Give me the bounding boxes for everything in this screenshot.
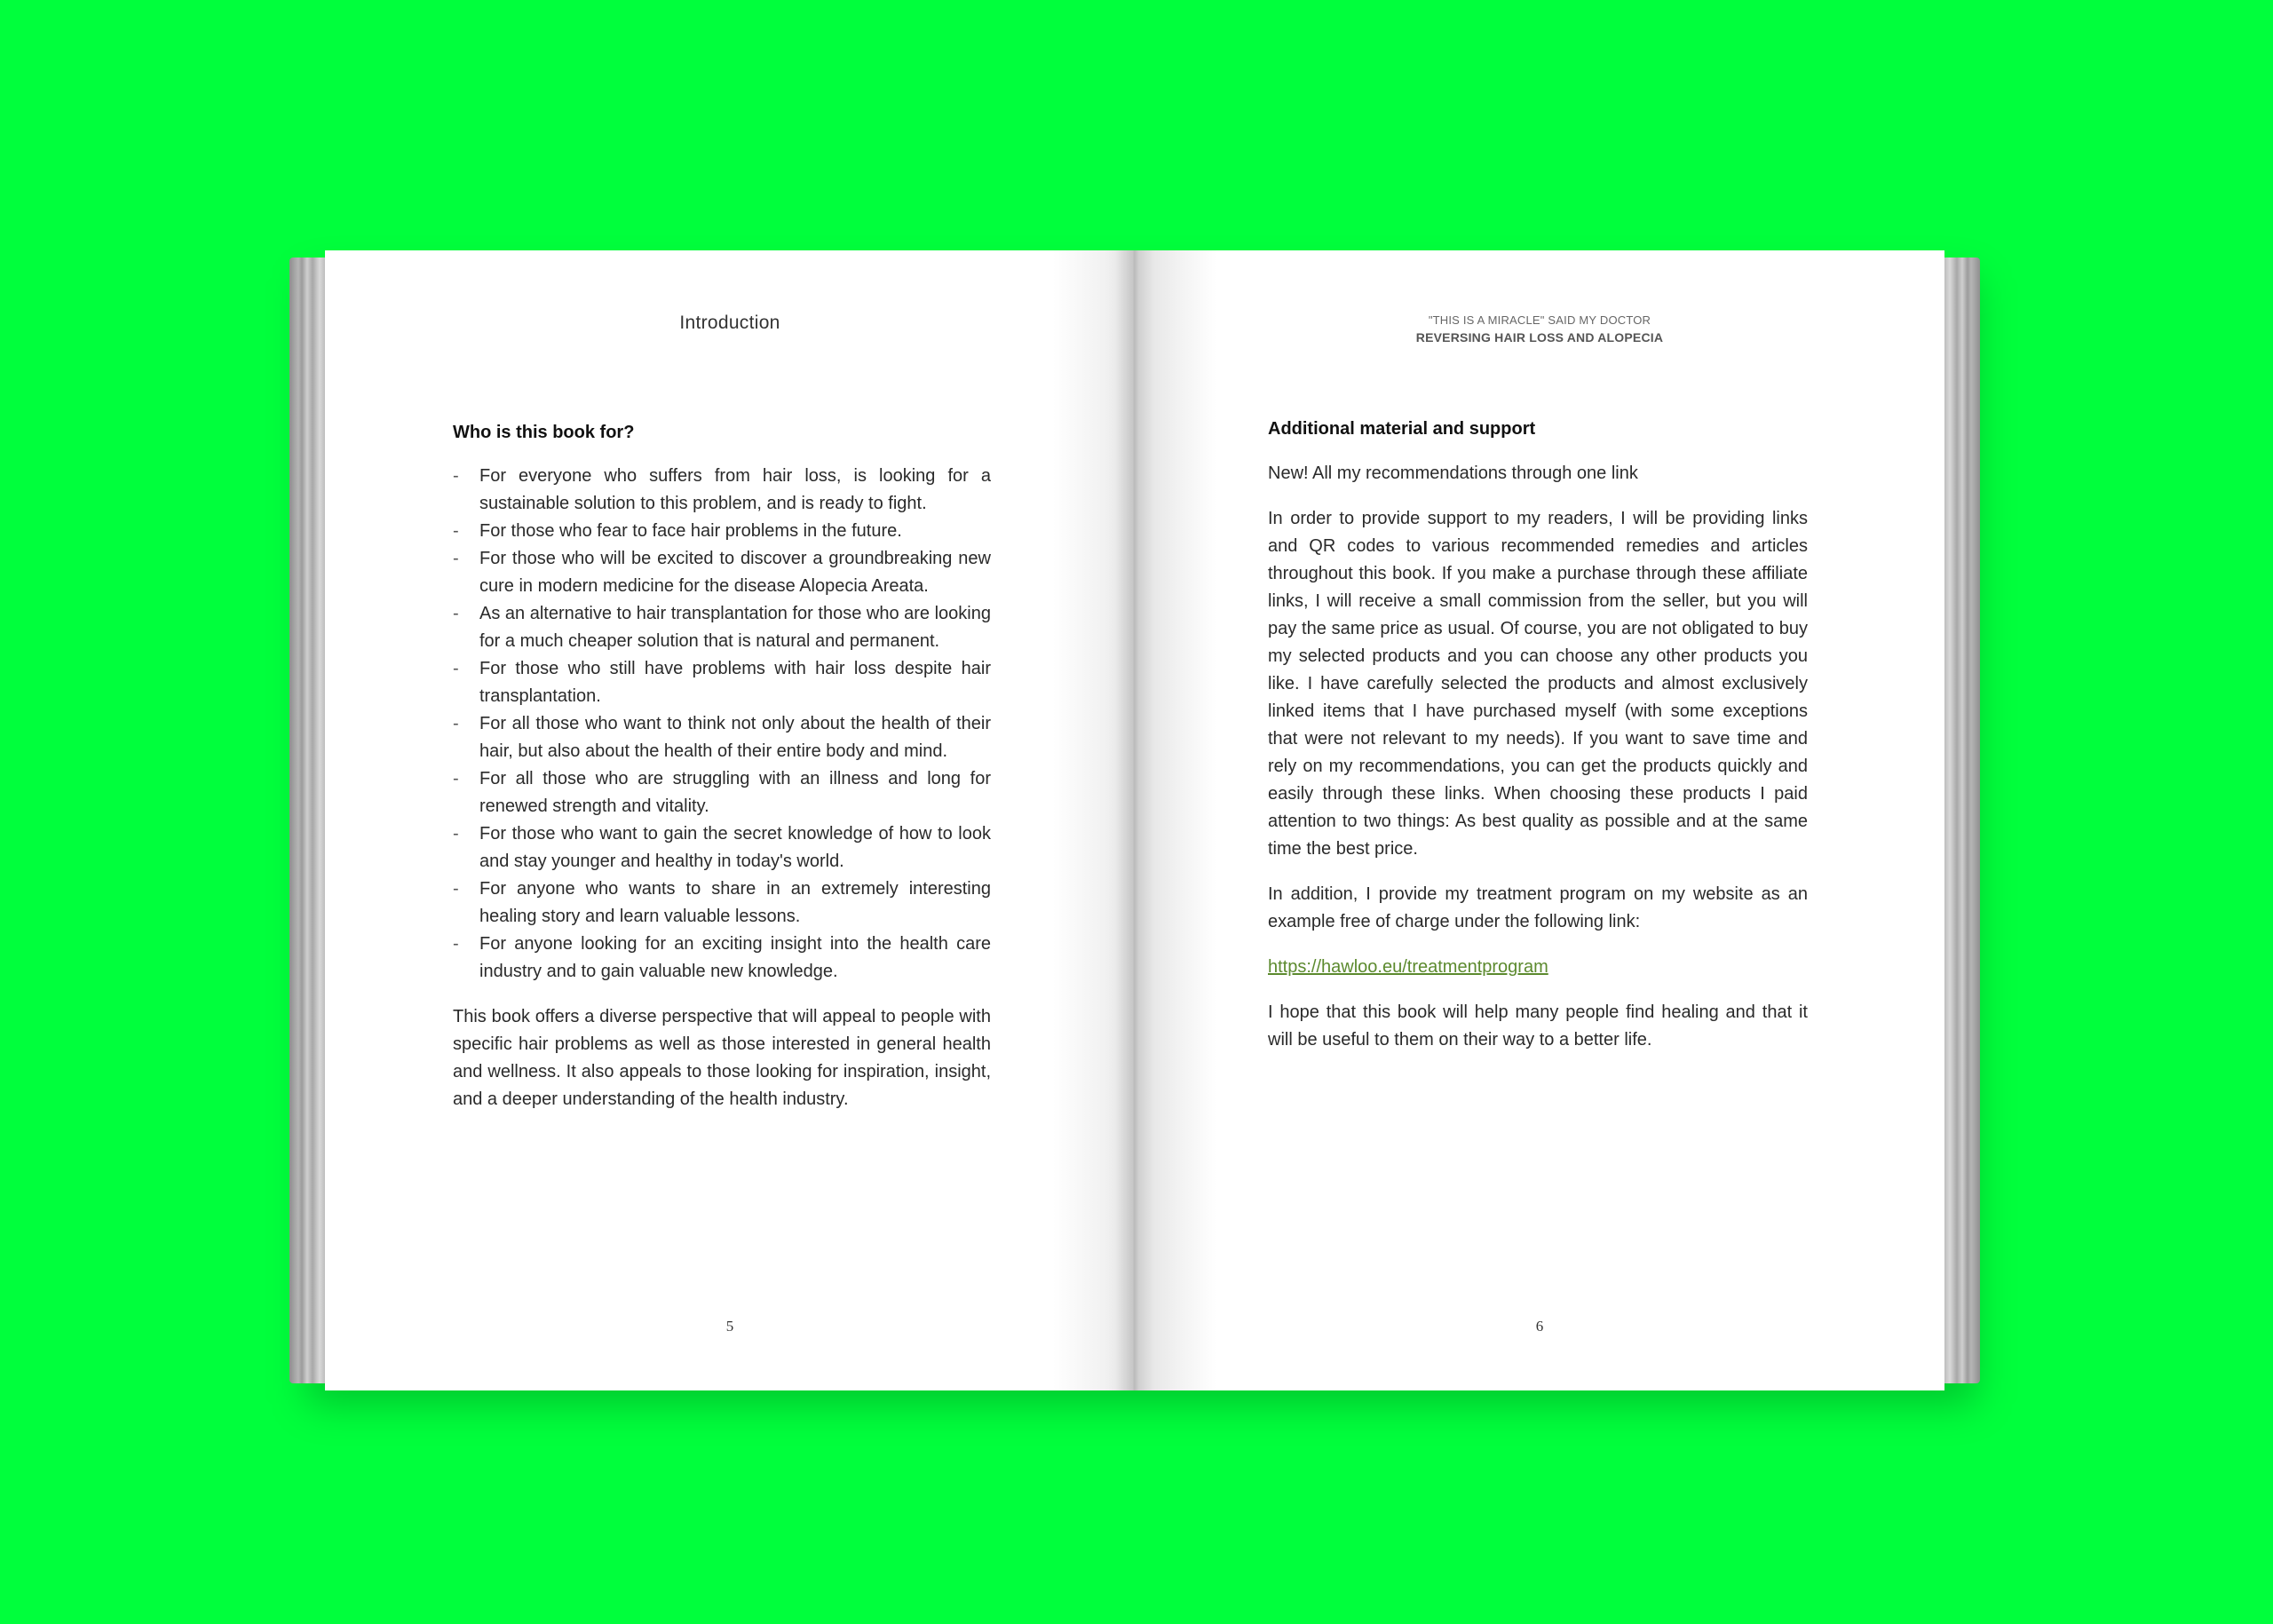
list-item: - As an alternative to hair transplantation for those who are looking for a much cheaper solution that is natural and permanent.: [453, 600, 991, 655]
section-title-audience: Who is this book for?: [453, 423, 635, 442]
list-item: - For those who will be excited to discover a groundbreaking new cure in modern medicine for the disease Alopecia Areata.: [453, 545, 991, 600]
left-page: [325, 250, 1135, 1390]
list-item: - For all those who want to think not only about the health of their hair, but also about the health of their entire body and mind.: [453, 710, 991, 765]
dash-bullet: -: [453, 714, 459, 733]
dash-bullet: -: [453, 879, 459, 899]
dash-bullet: -: [453, 769, 459, 788]
running-head-right: [1135, 313, 1944, 346]
closing-paragraph: This book offers a diverse perspective that will appeal to people with specific hair problems as well as those interested in general health and wellness. It also appeals to those looking for inspiration, insight, and a deeper understanding of the health industry.: [453, 1007, 991, 1109]
section-title-support: Additional material and support: [1268, 419, 1536, 439]
paragraph-affiliate: In order to provide support to my readers, I will be providing links and QR codes to various recommended remedies and articles throughout this book. If you make a purchase through these affiliate links, I will receive a small commission from the seller, but you will pay the same price as usual. Of course, you are not obligated to buy my selected products and you can choose any other products you like. I have carefully selected the products and almost exclusively linked items that I have purchased myself (with some exceptions that were not relevant to my needs). If you want to save time and rely on my recommendations, you can get the products quickly and easily through these links. When choosing these products I paid attention to two things: As best quality as possible and at the same time the best price.: [1268, 509, 1808, 859]
list-item: - For anyone looking for an exciting insight into the health care industry and to gain valuable new knowledge.: [453, 931, 991, 986]
right-page-content: [1268, 416, 1808, 1072]
dash-bullet: -: [453, 521, 459, 541]
list-item: - For all those who are struggling with an illness and long for renewed strength and vitality.: [453, 765, 991, 820]
left-page-edges: [289, 257, 325, 1383]
dash-bullet: -: [453, 934, 459, 954]
dash-bullet: -: [453, 604, 459, 623]
link-paragraph: [1268, 954, 1808, 981]
list-item: - For everyone who suffers from hair loss, is looking for a sustainable solution to this problem, and is ready to fight.: [453, 463, 991, 518]
dash-bullet: -: [453, 466, 459, 486]
dash-bullet: -: [453, 824, 459, 844]
running-head-title: "THIS IS A MIRACLE" SAID MY DOCTOR: [1428, 313, 1651, 327]
list-item: - For those who fear to face hair problems in the future.: [453, 518, 991, 545]
list-item: - For those who want to gain the secret knowledge of how to look and stay younger and healthy in today's world.: [453, 820, 991, 875]
page-number-left: 5: [725, 1318, 734, 1335]
open-book: [289, 250, 1980, 1390]
page-number-right: 6: [1535, 1318, 1544, 1335]
dash-bullet: -: [453, 549, 459, 568]
running-head-left: Introduction: [679, 313, 780, 333]
list-item: - For those who still have problems with hair loss despite hair transplantation.: [453, 655, 991, 710]
treatment-program-link[interactable]: https://hawloo.eu/treatmentprogram: [1268, 957, 1548, 977]
audience-list: [453, 463, 991, 986]
running-head-subtitle: REVERSING HAIR LOSS AND ALOPECIA: [1415, 330, 1664, 345]
spine-shadow: [1115, 250, 1154, 1390]
list-item: - For anyone who wants to share in an extremely interesting healing story and learn valuable lessons.: [453, 875, 991, 931]
paragraph-treatment: In addition, I provide my treatment program on my website as an example free of charge under the following link:: [1268, 884, 1808, 931]
right-page: [1135, 250, 1944, 1390]
dash-bullet: -: [453, 659, 459, 678]
right-page-edges: [1944, 257, 1980, 1383]
left-page-content: [453, 419, 991, 1113]
intro-line: New! All my recommendations through one link: [1268, 463, 1638, 483]
paragraph-closing: I hope that this book will help many people find healing and that it will be useful to them on their way to a better life.: [1268, 1002, 1808, 1050]
